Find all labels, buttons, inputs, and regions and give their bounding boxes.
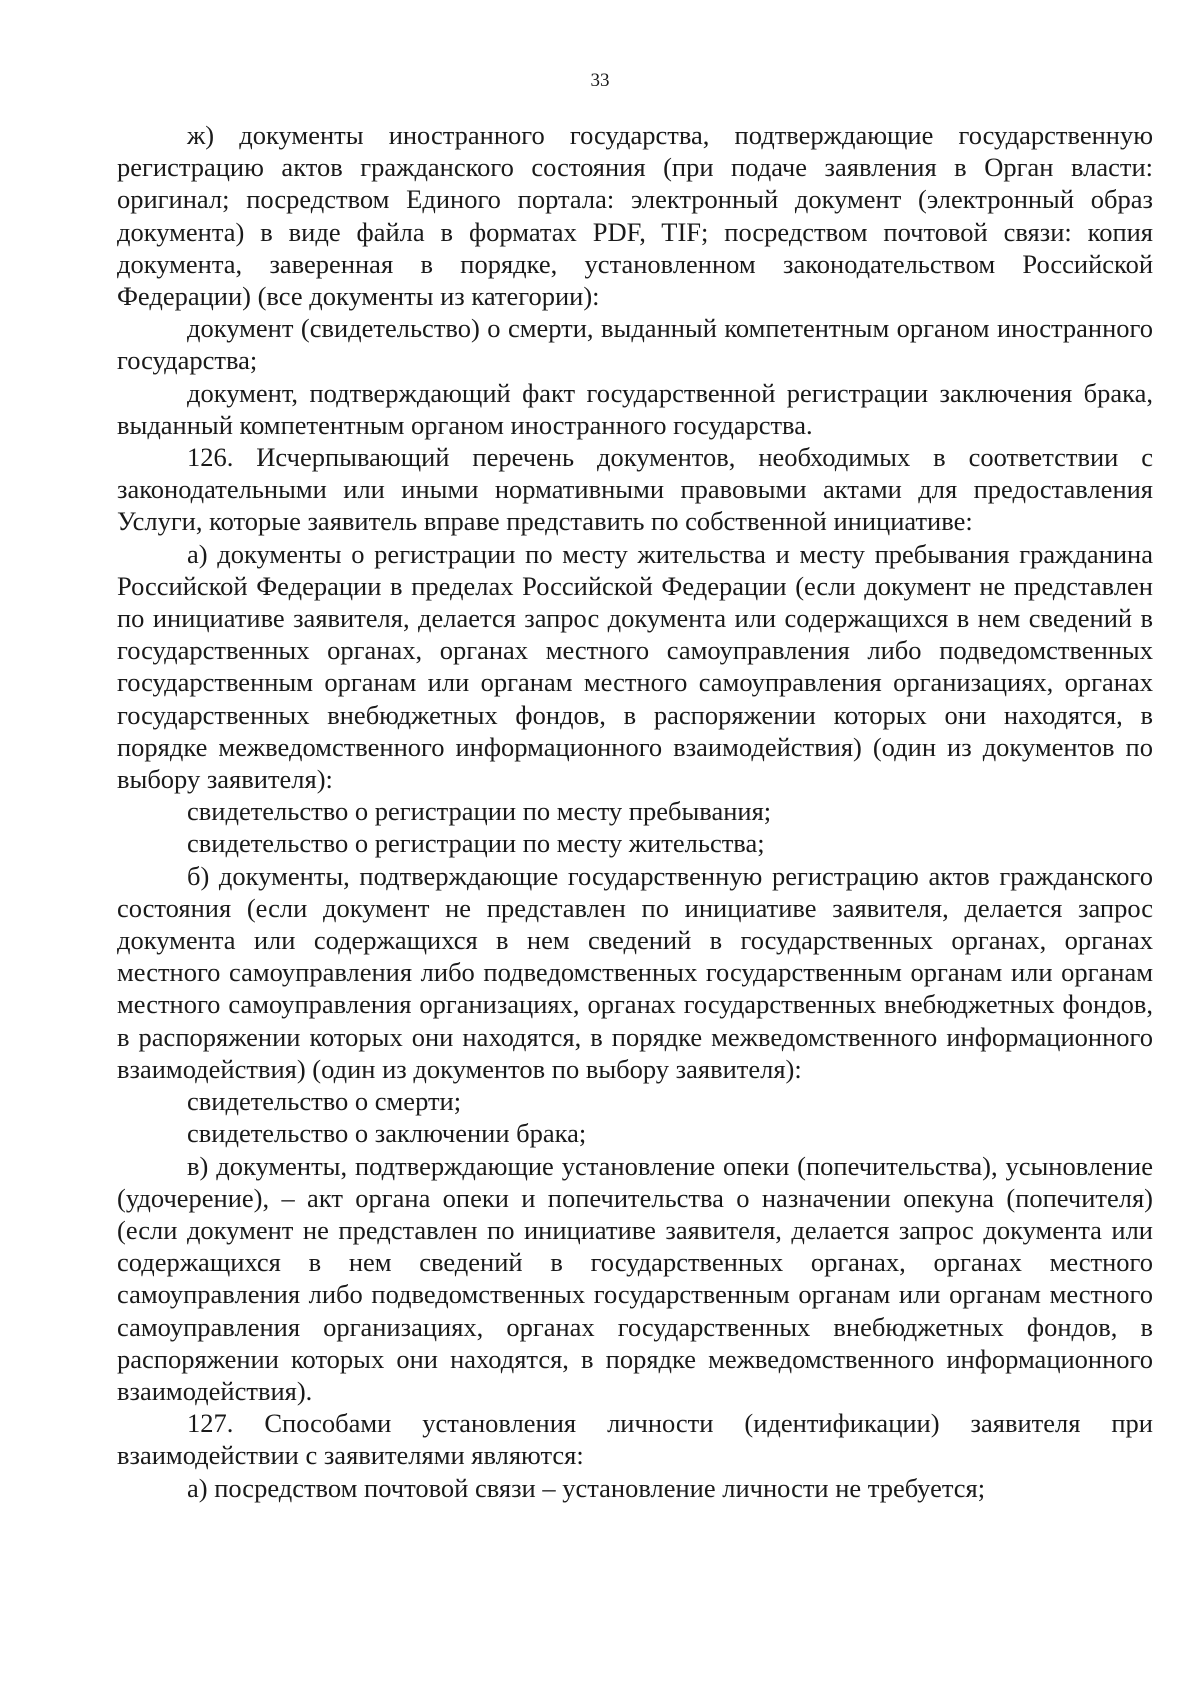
list-item-marriage-certificate: свидетельство о заключении брака;	[187, 1118, 587, 1149]
paragraph-a-registration-documents: а) документы о регистрации по месту жительства и месту пребывания гражданина Российской Федерации в пределах Российской Федерации (если документ не представлен по инициативе заявителя, делается запрос документа или содержащихся в нем сведений в государственных органах, органах местного самоуправления либо подведомственных государственным органам или органам местного самоуправления организациях, органах государственных внебюджетных фондов, в распоряжении которых они находятся, в порядке межведомственного информационного взаимодействия) (один из документов по выбору заявителя):	[117, 538, 1153, 795]
page-number: 33	[590, 70, 610, 91]
list-item-residence-registration: свидетельство о регистрации по месту жительства;	[187, 828, 765, 859]
list-item-death-document: документ (свидетельство) о смерти, выданный компетентным органом иностранного государства;	[117, 313, 1153, 376]
paragraph-zh-foreign-documents: ж) документы иностранного государства, подтверждающие государственную регистрацию актов гражданского состояния (при подаче заявления в Орган власти: оригинал; посредством Единого портала: электронный документ (электронный образ документа) в виде файла в форматах PDF, TIF; посредством почтовой связи: копия документа, заверенная в порядке, установленном законодательством Российской Федерации) (все документы из категории):	[117, 120, 1153, 312]
list-item-death-certificate: свидетельство о смерти;	[187, 1086, 462, 1117]
paragraph-v-guardianship-documents: в) документы, подтверждающие установление опеки (попечительства), усыновление (удочерение), – акт органа опеки и попечительства о назначении опекуна (попечителя) (если документ не представлен по инициативе заявителя, делается запрос документа или содержащихся в нем сведений в государственных органах, органах местного самоуправления либо подведомственных государственным органам или органам местного самоуправления организациях, органах государственных внебюджетных фондов, в распоряжении которых они находятся, в порядке межведомственного информационного взаимодействия).	[117, 1150, 1153, 1406]
paragraph-127: 127. Способами установления личности (идентификации) заявителя при взаимодействии с заявителями являются:	[117, 1408, 1153, 1471]
list-item-stay-registration: свидетельство о регистрации по месту пребывания;	[187, 796, 772, 827]
list-item-marriage-document: документ, подтверждающий факт государственной регистрации заключения брака, выданный компетентным органом иностранного государства.	[117, 377, 1153, 440]
document-body	[117, 119, 1153, 1504]
paragraph-b-civil-status-documents: б) документы, подтверждающие государственную регистрацию актов гражданского состояния (если документ не представлен по инициативе заявителя, делается запрос документа или содержащихся в нем сведений в государственных органах, органах местного самоуправления либо подведомственных государственным органам или органам местного самоуправления организациях, органах государственных внебюджетных фондов, в распоряжении которых они находятся, в порядке межведомственного информационного взаимодействия) (один из документов по выбору заявителя):	[117, 860, 1153, 1084]
paragraph-a-postal-identification: а) посредством почтовой связи – установление личности не требуется;	[187, 1472, 986, 1503]
paragraph-126: 126. Исчерпывающий перечень документов, необходимых в соответствии с законодательными или иными нормативными правовыми актами для предоставления Услуги, которые заявитель вправе представить по собственной инициативе:	[117, 442, 1153, 537]
